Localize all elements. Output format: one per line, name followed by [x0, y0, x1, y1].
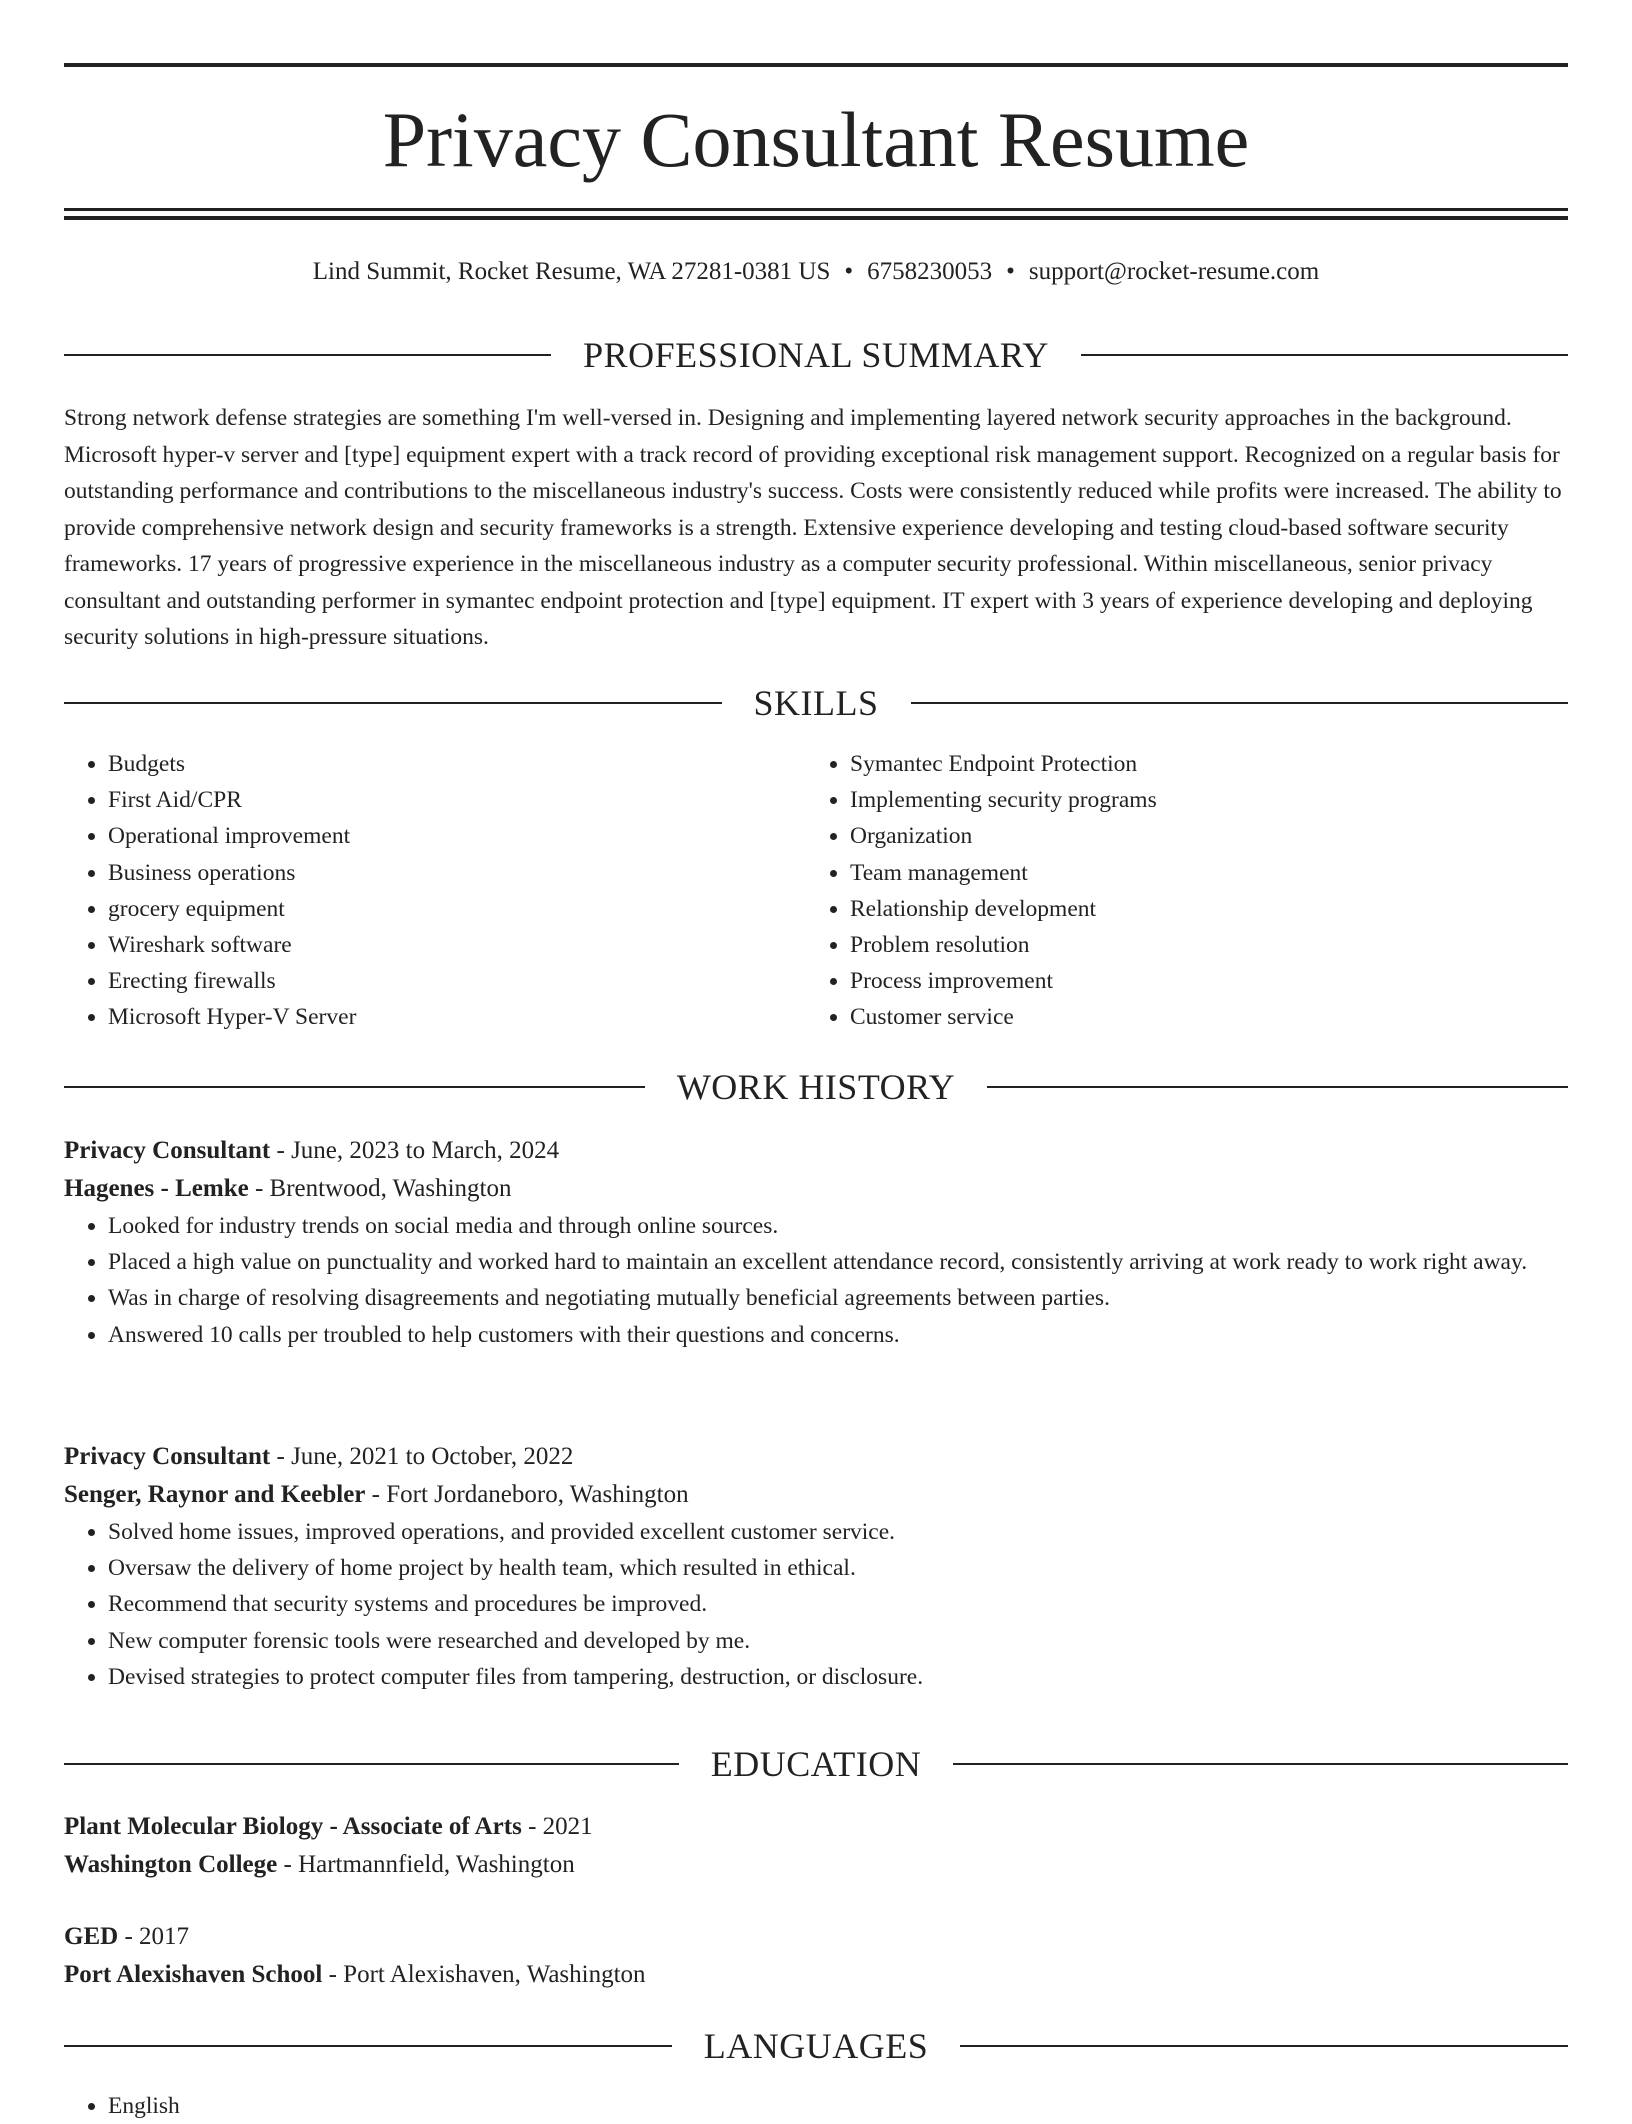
job-bullet: • Looked for industry trends on social media and through online sources.	[108, 1208, 1568, 1244]
heading-rule	[64, 2045, 672, 2047]
section-heading-label: WORK HISTORY	[676, 1067, 956, 1107]
job-bullet: • New computer forensic tools were researched and developed by me.	[108, 1623, 1568, 1659]
skill-item: • First Aid/CPR	[108, 782, 806, 818]
top-rule	[64, 63, 1568, 67]
education-location: Port Alexishaven, Washington	[343, 1961, 646, 1988]
job-dates: June, 2021 to October, 2022	[291, 1443, 574, 1470]
heading-rule	[64, 1763, 679, 1765]
section-heading-label: PROFESSIONAL SUMMARY	[583, 335, 1049, 375]
job-company-line	[64, 1170, 1568, 1208]
heading-rule	[987, 1086, 1568, 1088]
section-heading-work-history	[64, 1065, 1568, 1109]
title-rule-upper	[64, 208, 1568, 211]
dash: -	[322, 1961, 344, 1988]
education-year: 2017	[139, 1923, 190, 1950]
job-entry	[64, 1132, 1568, 1353]
education-school: Port Alexishaven School	[64, 1961, 323, 1988]
section-heading-label: LANGUAGES	[703, 2026, 929, 2066]
skills-column-left	[64, 746, 806, 1036]
education-degree-line	[64, 1918, 1568, 1956]
summary-text: Strong network defense strategies are something I'm well-versed in. Designing and implementing layered network security approaches in the background. Microsoft hyper-v server and [type] equipment expert with a track record of providing exceptional risk management support. Recognized on a regular basis for outstanding performance and contributions to the miscellaneous industry's success. Costs were consistently reduced while profits were increased. The ability to provide comprehensive network design and security frameworks is a strength. Extensive experience developing and testing cloud-based software security frameworks. 17 years of progressive experience in the miscellaneous industry as a computer security professional. Within miscellaneous, senior privacy consultant and outstanding performer in symantec endpoint protection and [type] equipment. IT expert with 3 years of experience developing and deploying security solutions in high-pressure situations.	[64, 405, 1562, 650]
job-location: Brentwood, Washington	[269, 1175, 512, 1202]
job-bullet: • Recommend that security systems and procedures be improved.	[108, 1586, 1568, 1622]
education-school-line	[64, 1846, 1568, 1884]
dash: -	[521, 1813, 543, 1840]
job-location: Fort Jordaneboro, Washington	[386, 1481, 689, 1508]
skill-item: • Implementing security programs	[850, 782, 1548, 818]
job-dates: June, 2023 to March, 2024	[291, 1137, 560, 1164]
education-degree: Plant Molecular Biology - Associate of Arts	[64, 1813, 522, 1840]
languages-list	[64, 2088, 1568, 2124]
job-bullet: • Devised strategies to protect computer files from tampering, destruction, or disclosure.	[108, 1659, 1568, 1695]
page-title: Privacy Consultant Resume	[382, 96, 1250, 183]
skill-item: • Problem resolution	[850, 927, 1548, 963]
heading-rule	[64, 1086, 645, 1088]
title-rule-lower	[64, 216, 1568, 220]
job-entry	[64, 1438, 1568, 1695]
job-bullet: • Solved home issues, improved operations, and provided excellent customer service.	[108, 1514, 1568, 1550]
job-company: Senger, Raynor and Keebler	[64, 1481, 366, 1508]
section-heading-summary	[64, 333, 1568, 377]
education-school: Washington College	[64, 1851, 278, 1878]
dash: -	[248, 1175, 270, 1202]
skill-item: • Relationship development	[850, 891, 1548, 927]
job-title-line	[64, 1132, 1568, 1170]
section-heading-label: SKILLS	[753, 683, 879, 723]
education-degree-line	[64, 1808, 1568, 1846]
skills-column-right	[806, 746, 1548, 1036]
section-heading-languages	[64, 2024, 1568, 2068]
skill-item: • Erecting firewalls	[108, 963, 806, 999]
skill-item: • Budgets	[108, 746, 806, 782]
dash: -	[270, 1137, 292, 1164]
skill-item: • Organization	[850, 818, 1548, 854]
dash: -	[118, 1923, 140, 1950]
contact-separator: •	[844, 258, 854, 285]
job-bullets	[64, 1208, 1568, 1353]
education-year: 2021	[542, 1813, 593, 1840]
job-title: Privacy Consultant	[64, 1137, 271, 1164]
heading-rule	[953, 1763, 1568, 1765]
contact-phone: 6758230053	[867, 258, 993, 285]
skill-item: • grocery equipment	[108, 891, 806, 927]
heading-rule	[64, 702, 722, 704]
education-degree: GED	[64, 1923, 119, 1950]
contact-line	[64, 252, 1568, 292]
skills-list	[64, 746, 1568, 1036]
dash: -	[270, 1443, 292, 1470]
job-bullet: • Was in charge of resolving disagreements and negotiating mutually beneficial agreements between parties.	[108, 1280, 1568, 1316]
dash: -	[277, 1851, 299, 1878]
job-bullet: • Placed a high value on punctuality and worked hard to maintain an excellent attendance record, consistently arriving at work ready to work right away.	[108, 1244, 1568, 1280]
skill-item: • Customer service	[850, 999, 1548, 1035]
section-heading-education	[64, 1742, 1568, 1786]
job-bullet: • Answered 10 calls per troubled to help customers with their questions and concerns.	[108, 1317, 1568, 1353]
skill-item: • Process improvement	[850, 963, 1548, 999]
heading-rule	[911, 702, 1569, 704]
skill-item: • Symantec Endpoint Protection	[850, 746, 1548, 782]
job-title-line	[64, 1438, 1568, 1476]
education-entry	[64, 1808, 1568, 1884]
heading-rule	[960, 2045, 1568, 2047]
heading-rule	[1081, 354, 1568, 356]
skill-item: • Team management	[850, 855, 1548, 891]
contact-address: Lind Summit, Rocket Resume, WA 27281-0381 US	[312, 258, 831, 285]
skill-item: • Wireshark software	[108, 927, 806, 963]
dash: -	[365, 1481, 387, 1508]
job-company: Hagenes - Lemke	[64, 1175, 249, 1202]
job-bullet: • Oversaw the delivery of home project by health team, which resulted in ethical.	[108, 1550, 1568, 1586]
job-bullets	[64, 1514, 1568, 1695]
section-heading-label: EDUCATION	[710, 1744, 922, 1784]
education-location: Hartmannfield, Washington	[298, 1851, 575, 1878]
education-school-line	[64, 1956, 1568, 1994]
education-entry	[64, 1918, 1568, 1994]
section-heading-skills	[64, 681, 1568, 725]
language-item: • English	[108, 2088, 1568, 2124]
job-title: Privacy Consultant	[64, 1443, 271, 1470]
job-company-line	[64, 1476, 1568, 1514]
contact-email[interactable]: support@rocket-resume.com	[1028, 258, 1320, 285]
heading-rule	[64, 354, 551, 356]
contact-separator: •	[1006, 258, 1015, 285]
skill-item: • Microsoft Hyper-V Server	[108, 999, 806, 1035]
skill-item: • Business operations	[108, 855, 806, 891]
skill-item: • Operational improvement	[108, 818, 806, 854]
